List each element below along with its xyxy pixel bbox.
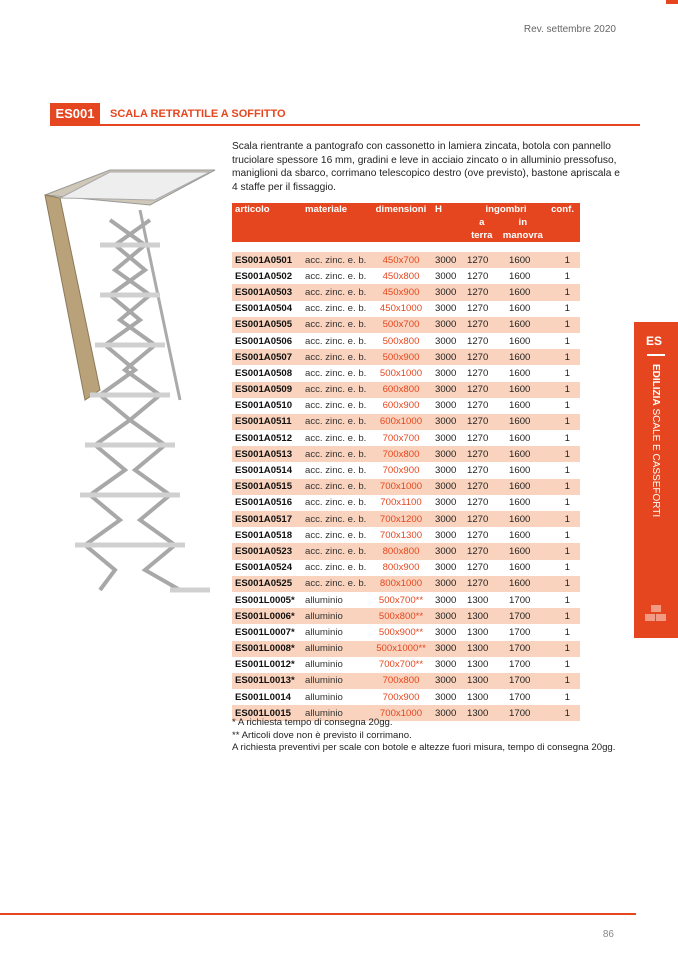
cell-articolo: ES001A0515 <box>232 479 302 495</box>
cell-materiale: alluminio <box>302 673 370 689</box>
cell-conf: 1 <box>548 511 580 527</box>
side-tab-subcategory: SCALE E CASSEFORTI <box>650 408 661 518</box>
cell-in-manovra: 1600 <box>506 414 548 430</box>
cell-a-terra: 1270 <box>467 270 489 282</box>
cell-a-terra: 1270 <box>464 284 506 300</box>
cell-articolo: ES001A0502 <box>235 270 293 282</box>
cell-conf: 1 <box>548 608 580 624</box>
footnote: A richiesta preventivi per scale con botole e altezze fuori misura, tempo di consegna 20gg. <box>232 742 616 753</box>
cell-conf: 1 <box>548 576 580 592</box>
cell-conf: 1 <box>564 562 570 574</box>
table-row <box>232 560 580 576</box>
cell-dimensioni: 500x800** <box>370 608 432 624</box>
cell-h: 3000 <box>432 705 464 721</box>
section-side-tab <box>634 322 678 638</box>
cell-in-manovra: 1600 <box>506 252 548 268</box>
cell-articolo: ES001L0006* <box>232 608 302 624</box>
cell-materiale: acc. zinc. e. b. <box>305 529 367 541</box>
cell-h: 3000 <box>435 367 457 379</box>
cell-in-manovra: 1700 <box>506 705 548 721</box>
cell-dimensioni: 700x800 <box>370 446 432 462</box>
title-divider <box>50 124 640 126</box>
cell-dimensioni: 700x900 <box>382 691 420 703</box>
cell-h: 3000 <box>432 576 464 592</box>
cell-conf: 1 <box>548 252 580 268</box>
cell-a-terra: 1270 <box>464 317 506 333</box>
cell-materiale: alluminio <box>305 659 343 671</box>
cell-a-terra: 1300 <box>464 705 506 721</box>
cell-dimensioni: 500x700** <box>378 594 424 606</box>
cell-articolo: ES001L0005* <box>235 594 295 606</box>
cell-dimensioni: 600x800 <box>370 382 432 398</box>
cell-h: 3000 <box>432 317 464 333</box>
cell-in-manovra: 1600 <box>509 270 531 282</box>
table-row <box>232 657 580 673</box>
cell-materiale: acc. zinc. e. b. <box>305 432 367 444</box>
cell-dimensioni: 700x1200 <box>370 511 432 527</box>
cell-a-terra: 1270 <box>464 543 506 559</box>
cell-h: 3000 <box>435 270 457 282</box>
cell-articolo: ES001A0518 <box>235 529 293 541</box>
cell-materiale: acc. zinc. e. b. <box>305 465 367 477</box>
col-h: H <box>435 204 442 215</box>
cell-in-manovra: 1600 <box>509 432 531 444</box>
cell-a-terra: 1270 <box>464 511 506 527</box>
section-title: SCALA RETRATTILE A SOFFITTO <box>110 108 286 120</box>
cell-materiale: acc. zinc. e. b. <box>302 479 370 495</box>
cell-a-terra: 1270 <box>467 562 489 574</box>
cell-in-manovra: 1600 <box>509 367 531 379</box>
cell-in-manovra: 1600 <box>509 562 531 574</box>
cell-in-manovra: 1600 <box>506 317 548 333</box>
cell-a-terra: 1270 <box>464 252 506 268</box>
cell-articolo: ES001L0013* <box>232 673 302 689</box>
cell-dimensioni: 450x700 <box>370 252 432 268</box>
cell-materiale: acc. zinc. e. b. <box>302 252 370 268</box>
table-row <box>232 527 580 543</box>
cell-conf: 1 <box>548 543 580 559</box>
cell-conf: 1 <box>548 705 580 721</box>
table-row <box>232 268 580 284</box>
corner-accent <box>666 0 678 4</box>
table-row <box>232 673 580 689</box>
cell-dimensioni: 700x1000 <box>370 705 432 721</box>
cell-a-terra: 1270 <box>467 529 489 541</box>
cell-materiale: acc. zinc. e. b. <box>302 414 370 430</box>
cell-materiale: acc. zinc. e. b. <box>305 400 367 412</box>
cell-dimensioni: 800x1000 <box>370 576 432 592</box>
cell-dimensioni: 700x900 <box>382 465 420 477</box>
cell-materiale: acc. zinc. e. b. <box>302 349 370 365</box>
table-row <box>232 398 580 414</box>
side-tab-category: EDILIZIA <box>650 364 661 406</box>
cell-h: 3000 <box>435 497 457 509</box>
table-row <box>232 414 580 430</box>
page-number: 86 <box>602 929 614 940</box>
cell-articolo: ES001L0007* <box>235 626 295 638</box>
cell-articolo: ES001A0525 <box>232 576 302 592</box>
cell-articolo: ES001A0514 <box>235 465 293 477</box>
table-row <box>232 333 580 349</box>
cell-a-terra: 1270 <box>464 382 506 398</box>
cell-conf: 1 <box>548 284 580 300</box>
revision-label: Rev. settembre 2020 <box>523 24 616 35</box>
table-row <box>232 462 580 478</box>
cell-materiale: acc. zinc. e. b. <box>302 317 370 333</box>
cell-materiale: acc. zinc. e. b. <box>302 446 370 462</box>
cell-in-manovra: 1700 <box>509 626 531 638</box>
cell-h: 3000 <box>432 382 464 398</box>
cell-h: 3000 <box>432 252 464 268</box>
cell-in-manovra: 1600 <box>506 479 548 495</box>
footnotes <box>232 717 615 755</box>
cell-a-terra: 1270 <box>467 465 489 477</box>
cell-articolo: ES001A0523 <box>232 543 302 559</box>
cell-articolo: ES001A0513 <box>232 446 302 462</box>
cell-conf: 1 <box>548 673 580 689</box>
cell-h: 3000 <box>432 511 464 527</box>
cell-materiale: alluminio <box>305 626 343 638</box>
side-tab-code: ES <box>646 334 663 348</box>
cell-conf: 1 <box>564 691 570 703</box>
table-row <box>232 592 580 608</box>
table-row <box>232 608 580 624</box>
cell-articolo: ES001L0015 <box>232 705 302 721</box>
cell-conf: 1 <box>548 479 580 495</box>
cell-h: 3000 <box>432 608 464 624</box>
cell-conf: 1 <box>564 432 570 444</box>
cell-dimensioni: 450x1000 <box>379 303 423 315</box>
table-row <box>232 365 580 381</box>
product-description: Scala rientrante a pantografo con cassonetto in lamiera zincata, botola con pannello truciolare spessore 16 mm, gradini e leve in acciaio zincato o in alluminio pressofuso, maniglioni da sbarco, corrimano telescopico destro (ove previsto), bastone apriscala e 4 staffe per il fissaggio. <box>232 141 620 193</box>
cell-a-terra: 1270 <box>464 446 506 462</box>
cell-h: 3000 <box>435 691 457 703</box>
table-row <box>232 576 580 592</box>
cell-conf: 1 <box>564 400 570 412</box>
cell-in-manovra: 1600 <box>506 576 548 592</box>
cell-h: 3000 <box>432 543 464 559</box>
cell-dimensioni: 700x800 <box>370 673 432 689</box>
col-ingombri <box>464 203 548 242</box>
cell-dimensioni: 500x900 <box>370 349 432 365</box>
col-materiale: materiale <box>305 204 348 215</box>
cell-in-manovra: 1600 <box>509 497 531 509</box>
cell-dimensioni: 800x800 <box>370 543 432 559</box>
cell-articolo: ES001A0505 <box>232 317 302 333</box>
table-row <box>232 446 580 462</box>
cell-conf: 1 <box>548 382 580 398</box>
cell-materiale: acc. zinc. e. b. <box>302 382 370 398</box>
cell-articolo: ES001A0506 <box>235 335 293 347</box>
cell-h: 3000 <box>435 529 457 541</box>
cell-in-manovra: 1700 <box>506 608 548 624</box>
product-table <box>232 203 580 721</box>
side-tab-label <box>650 364 661 517</box>
cell-articolo: ES001A0507 <box>232 349 302 365</box>
cell-articolo: ES001A0509 <box>232 382 302 398</box>
cell-h: 3000 <box>432 349 464 365</box>
table-row <box>232 301 580 317</box>
section-code: ES001 <box>50 103 100 125</box>
cell-dimensioni: 700x700 <box>382 432 420 444</box>
cell-in-manovra: 1600 <box>506 511 548 527</box>
table-row <box>232 689 580 705</box>
cell-dimensioni: 600x1000 <box>370 414 432 430</box>
cell-conf: 1 <box>564 497 570 509</box>
cell-a-terra: 1270 <box>464 479 506 495</box>
cell-articolo: ES001A0512 <box>235 432 293 444</box>
cell-h: 3000 <box>432 673 464 689</box>
cell-a-terra: 1270 <box>467 303 489 315</box>
col-dimensioni: dimensioni <box>375 204 427 215</box>
ingombri-label: ingombri <box>485 204 527 215</box>
side-tab-divider <box>647 354 665 356</box>
cell-conf: 1 <box>564 594 570 606</box>
table-row <box>232 252 580 268</box>
cell-a-terra: 1270 <box>464 414 506 430</box>
cell-in-manovra: 1600 <box>506 446 548 462</box>
col-a-terra: a terra <box>471 217 493 241</box>
cell-in-manovra: 1600 <box>509 400 531 412</box>
cell-dimensioni: 700x1100 <box>380 497 422 509</box>
cell-materiale: acc. zinc. e. b. <box>305 562 367 574</box>
cell-h: 3000 <box>435 659 457 671</box>
retractable-ladder-image <box>30 150 230 620</box>
cell-h: 3000 <box>435 562 457 574</box>
footnote: * A richiesta tempo di consegna 20gg. <box>232 717 393 728</box>
cell-articolo: ES001A0510 <box>235 400 293 412</box>
cell-a-terra: 1300 <box>467 659 489 671</box>
table-row <box>232 641 580 657</box>
cell-dimensioni: 800x900 <box>382 562 420 574</box>
cell-materiale: alluminio <box>302 608 370 624</box>
cell-articolo: ES001A0516 <box>235 497 293 509</box>
cell-dimensioni: 600x900 <box>382 400 420 412</box>
cell-a-terra: 1300 <box>464 608 506 624</box>
cell-in-manovra: 1700 <box>506 673 548 689</box>
cell-in-manovra: 1600 <box>509 303 531 315</box>
cell-h: 3000 <box>435 303 457 315</box>
cell-a-terra: 1300 <box>467 691 489 703</box>
cell-dimensioni: 500x900** <box>378 626 424 638</box>
cell-materiale: acc. zinc. e. b. <box>305 270 367 282</box>
cell-in-manovra: 1600 <box>506 543 548 559</box>
cell-a-terra: 1300 <box>467 626 489 638</box>
cell-a-terra: 1270 <box>467 497 489 509</box>
cell-dimensioni: 500x1000 <box>379 367 423 379</box>
cell-a-terra: 1270 <box>467 367 489 379</box>
cell-materiale: acc. zinc. e. b. <box>305 335 367 347</box>
cell-in-manovra: 1600 <box>509 335 531 347</box>
cell-articolo: ES001L0014 <box>235 691 292 703</box>
table-row <box>232 511 580 527</box>
cell-h: 3000 <box>432 414 464 430</box>
table-row <box>232 543 580 559</box>
cell-conf: 1 <box>564 270 570 282</box>
cell-articolo: ES001L0008* <box>232 641 302 657</box>
cell-conf: 1 <box>564 335 570 347</box>
footer-divider <box>0 913 636 915</box>
cell-dimensioni: 450x800 <box>382 270 420 282</box>
cell-in-manovra: 1600 <box>509 465 531 477</box>
cell-a-terra: 1270 <box>467 432 489 444</box>
col-articolo: articolo <box>235 204 270 215</box>
cell-conf: 1 <box>564 303 570 315</box>
table-row <box>232 479 580 495</box>
table-row <box>232 317 580 333</box>
cell-a-terra: 1300 <box>467 594 489 606</box>
cell-conf: 1 <box>548 349 580 365</box>
table-row <box>232 284 580 300</box>
cell-conf: 1 <box>548 317 580 333</box>
table-row <box>232 430 580 446</box>
cell-materiale: acc. zinc. e. b. <box>305 367 367 379</box>
cell-h: 3000 <box>435 400 457 412</box>
cell-h: 3000 <box>435 432 457 444</box>
cell-conf: 1 <box>548 446 580 462</box>
cell-dimensioni: 500x700 <box>370 317 432 333</box>
table-row <box>232 349 580 365</box>
cell-in-manovra: 1700 <box>506 641 548 657</box>
cell-articolo: ES001A0517 <box>232 511 302 527</box>
cell-h: 3000 <box>432 284 464 300</box>
cell-materiale: acc. zinc. e. b. <box>305 497 367 509</box>
cell-in-manovra: 1700 <box>509 659 531 671</box>
cell-materiale: acc. zinc. e. b. <box>302 284 370 300</box>
cell-in-manovra: 1600 <box>506 284 548 300</box>
cell-h: 3000 <box>435 626 457 638</box>
cell-dimensioni: 700x1300 <box>379 529 423 541</box>
table-row <box>232 624 580 640</box>
cell-conf: 1 <box>564 659 570 671</box>
table-row <box>232 382 580 398</box>
col-in-manovra: in manovra <box>502 217 543 241</box>
cell-in-manovra: 1600 <box>506 349 548 365</box>
cell-materiale: acc. zinc. e. b. <box>302 511 370 527</box>
cell-a-terra: 1270 <box>464 349 506 365</box>
cell-articolo: ES001A0504 <box>235 303 293 315</box>
cell-a-terra: 1270 <box>467 335 489 347</box>
cell-conf: 1 <box>564 529 570 541</box>
cell-materiale: alluminio <box>305 691 343 703</box>
cell-conf: 1 <box>564 626 570 638</box>
cell-conf: 1 <box>564 367 570 379</box>
cell-a-terra: 1300 <box>464 673 506 689</box>
cell-materiale: alluminio <box>305 594 343 606</box>
cell-h: 3000 <box>432 479 464 495</box>
footnote: ** Articoli dove non è previsto il corrimano. <box>232 729 412 741</box>
cell-dimensioni: 450x900 <box>370 284 432 300</box>
cell-in-manovra: 1700 <box>509 691 531 703</box>
cell-materiale: acc. zinc. e. b. <box>302 543 370 559</box>
cell-a-terra: 1270 <box>464 576 506 592</box>
cell-h: 3000 <box>432 641 464 657</box>
cell-articolo: ES001A0501 <box>232 252 302 268</box>
cell-articolo: ES001A0511 <box>232 414 302 430</box>
cell-conf: 1 <box>564 465 570 477</box>
cell-h: 3000 <box>432 446 464 462</box>
col-conf: conf. <box>551 204 574 215</box>
cell-a-terra: 1270 <box>467 400 489 412</box>
cell-in-manovra: 1600 <box>506 382 548 398</box>
cell-articolo: ES001L0012* <box>235 659 295 671</box>
cell-conf: 1 <box>548 414 580 430</box>
cell-dimensioni: 500x1000** <box>370 641 432 657</box>
cell-a-terra: 1300 <box>464 641 506 657</box>
cell-conf: 1 <box>548 641 580 657</box>
cell-articolo: ES001A0524 <box>235 562 293 574</box>
cell-in-manovra: 1700 <box>509 594 531 606</box>
cell-h: 3000 <box>435 335 457 347</box>
cell-materiale: acc. zinc. e. b. <box>305 303 367 315</box>
cell-dimensioni: 700x700** <box>378 659 424 671</box>
cell-h: 3000 <box>435 465 457 477</box>
cell-dimensioni: 500x800 <box>382 335 420 347</box>
cell-materiale: acc. zinc. e. b. <box>302 576 370 592</box>
cell-articolo: ES001A0508 <box>235 367 293 379</box>
cell-in-manovra: 1600 <box>509 529 531 541</box>
table-header-row <box>232 203 580 242</box>
cell-h: 3000 <box>435 594 457 606</box>
cell-materiale: alluminio <box>302 641 370 657</box>
table-row <box>232 495 580 511</box>
cell-materiale: alluminio <box>302 705 370 721</box>
cell-articolo: ES001A0503 <box>232 284 302 300</box>
cell-dimensioni: 700x1000 <box>370 479 432 495</box>
